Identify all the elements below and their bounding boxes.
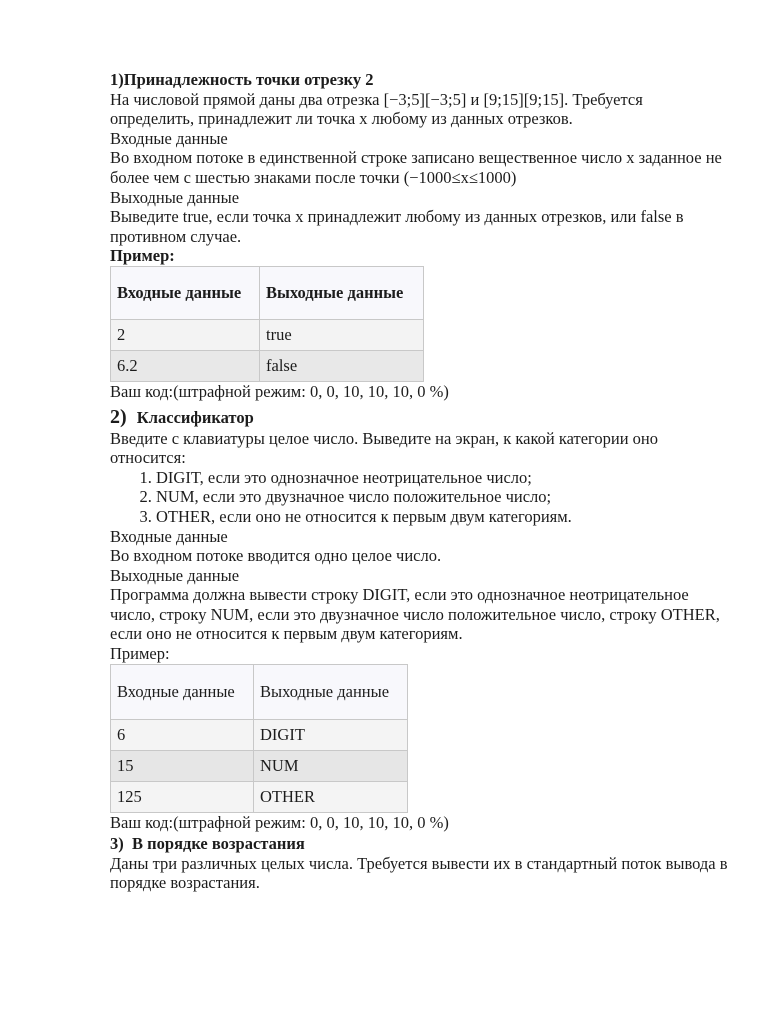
table-row [111,350,424,381]
section-2-category-list [110,468,730,527]
section-2-example-table [110,664,408,813]
section-2-input-text: Во входном потоке вводится одно целое число. [110,546,442,566]
section-2-input-heading: Входные данные [110,526,228,546]
table-row [111,719,408,750]
table-header-cell: Входные данные [111,664,254,719]
table-row [111,319,424,350]
section-1-input-heading: Входные данные [110,128,228,148]
table-row [111,781,408,812]
section-1-example-label: Пример: [110,246,175,266]
section-1-statement: На числовой прямой даны два отрезка [−3;5][−3;5] и [9;15][9;15]. Требуется определить, принадлежит ли точка x любому из данных отрезков. [110,89,643,129]
section-2-title: Классификатор [136,407,254,427]
section-3-statement: Даны три различных целых числа. Требуется вывести их в стандартный поток вывода в порядке возрастания. [110,853,728,893]
section-2-code-note: Ваш код:(штрафной режим: 0, 0, 10, 10, 10, 0 %) [110,812,449,832]
table-cell: OTHER [254,781,408,812]
section-2-number: 2) [110,405,127,428]
table-cell: 125 [111,781,254,812]
section-1-code-note: Ваш код:(штрафной режим: 0, 0, 10, 10, 10, 0 %) [110,381,449,401]
list-item: 3. OTHER, если оно не относится к первым двум категориям. [156,507,730,527]
table-header-row [111,266,424,319]
table-cell: 2 [111,319,260,350]
table-cell: 15 [111,750,254,781]
table-header-cell: Входные данные [111,266,260,319]
document-content [110,70,730,893]
section-1-input-text: Во входном потоке в единственной строке записано вещественное число x заданное не более чем с шестью знаками после точки (−1000≤x≤1000) [110,148,722,187]
section-2-output-heading: Выходные данные [110,565,240,585]
table-header-row [111,664,408,719]
list-item: 2. NUM, если это двузначное число положительное число; [156,487,730,507]
table-header-cell: Выходные данные [260,266,424,319]
section-3-number: 3) [110,834,124,854]
section-2-output-text: Программа должна вывести строку DIGIT, если это однозначное неотрицательное число, строку NUM, если это двузначное число положительное число, строку OTHER, если оно не относится к первым двум категориям. [110,585,720,644]
section-3-heading [110,834,730,854]
table-cell: DIGIT [254,719,408,750]
section-2-heading [110,406,730,429]
section-1-title: 1)Принадлежность точки отрезку 2 [110,70,374,89]
list-item: 1. DIGIT, если это однозначное неотрицательное число; [156,468,730,488]
section-2-statement: Введите с клавиатуры целое число. Выведите на экран, к какой категории оно относится: [110,428,658,468]
table-cell: NUM [254,750,408,781]
section-2-example-label: Пример: [110,644,170,664]
section-3-title: В порядке возрастания [132,834,305,854]
table-cell: 6.2 [111,350,260,381]
section-1-output-heading: Выходные данные [110,187,240,207]
table-header-cell: Выходные данные [254,664,408,719]
section-1-example-table [110,266,424,382]
table-row [111,750,408,781]
table-cell: 6 [111,719,254,750]
table-cell: true [260,319,424,350]
section-1-output-text: Выведите true, если точка x принадлежит любому из данных отрезков, или false в противном случае. [110,207,684,246]
table-cell: false [260,350,424,381]
